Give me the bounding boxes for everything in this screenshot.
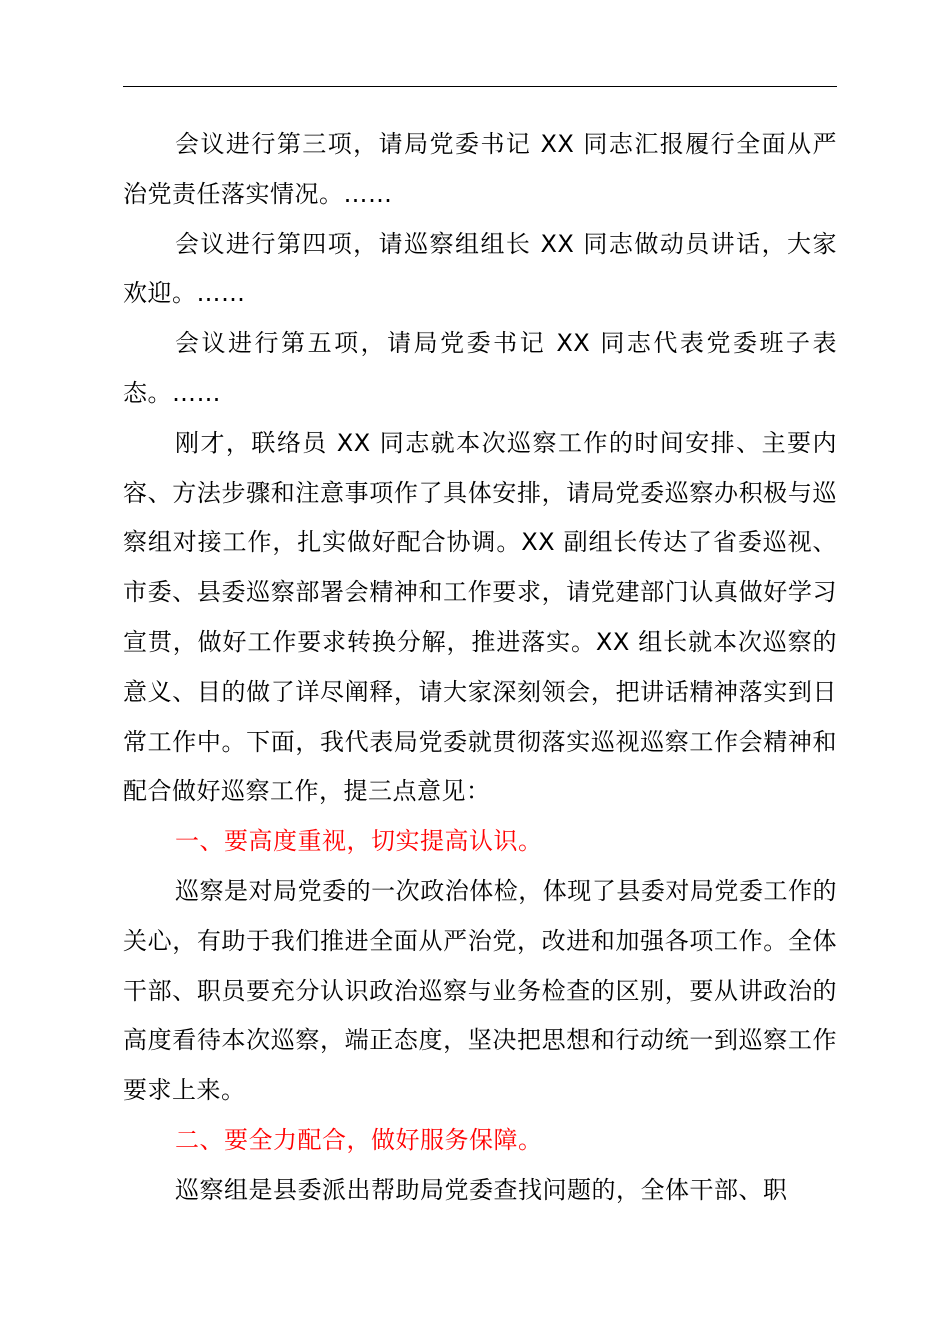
paragraph-summary: 刚才，联络员 XX 同志就本次巡察工作的时间安排、主要内容、方法步骤和注意事项作了具体安排，请局党委巡察办积极与巡察组对接工作，扎实做好配合协调。XX 副组长传达了省委巡视、市委、县委巡察部署会精神和工作要求，请党建部门认真做好学习宣贯，做好工作要求转换分解，推进落实。XX 组长就本次巡察的意义、目的做了详尽阐释，请大家深刻领会，把讲话精神落实到日常工作中。下面，我代表局党委就贯彻落实巡视巡察工作会精神和配合做好巡察工作，提三点意见： (123, 428, 837, 806)
header-rule (123, 86, 837, 87)
section-1-body: 巡察是对局党委的一次政治体检，体现了县委对局党委工作的关心，有助于我们推进全面从严治党，改进和加强各项工作。全体干部、职员要充分认识政治巡察与业务检查的区别，要从讲政治的高度看待本次巡察，端正态度，坚决把思想和行动统一到巡察工作要求上来。 (123, 876, 837, 1105)
paragraph-item-3: 会议进行第三项，请局党委书记 XX 同志汇报履行全面从严治党责任落实情况。…… (123, 130, 837, 208)
paragraph-item-4: 会议进行第四项，请巡察组组长 XX 同志做动员讲话，大家欢迎。…… (123, 229, 837, 308)
paragraph-item-5: 会议进行第五项，请局党委书记 XX 同志代表党委班子表态。…… (123, 329, 837, 407)
section-heading-1: 一、要高度重视，切实提高认识。 (175, 827, 543, 856)
document-body (123, 120, 837, 1216)
section-2-body: 巡察组是县委派出帮助局党委查找问题的，全体干部、职 (175, 1175, 788, 1204)
section-heading-2: 二、要全力配合，做好服务保障。 (175, 1125, 543, 1154)
